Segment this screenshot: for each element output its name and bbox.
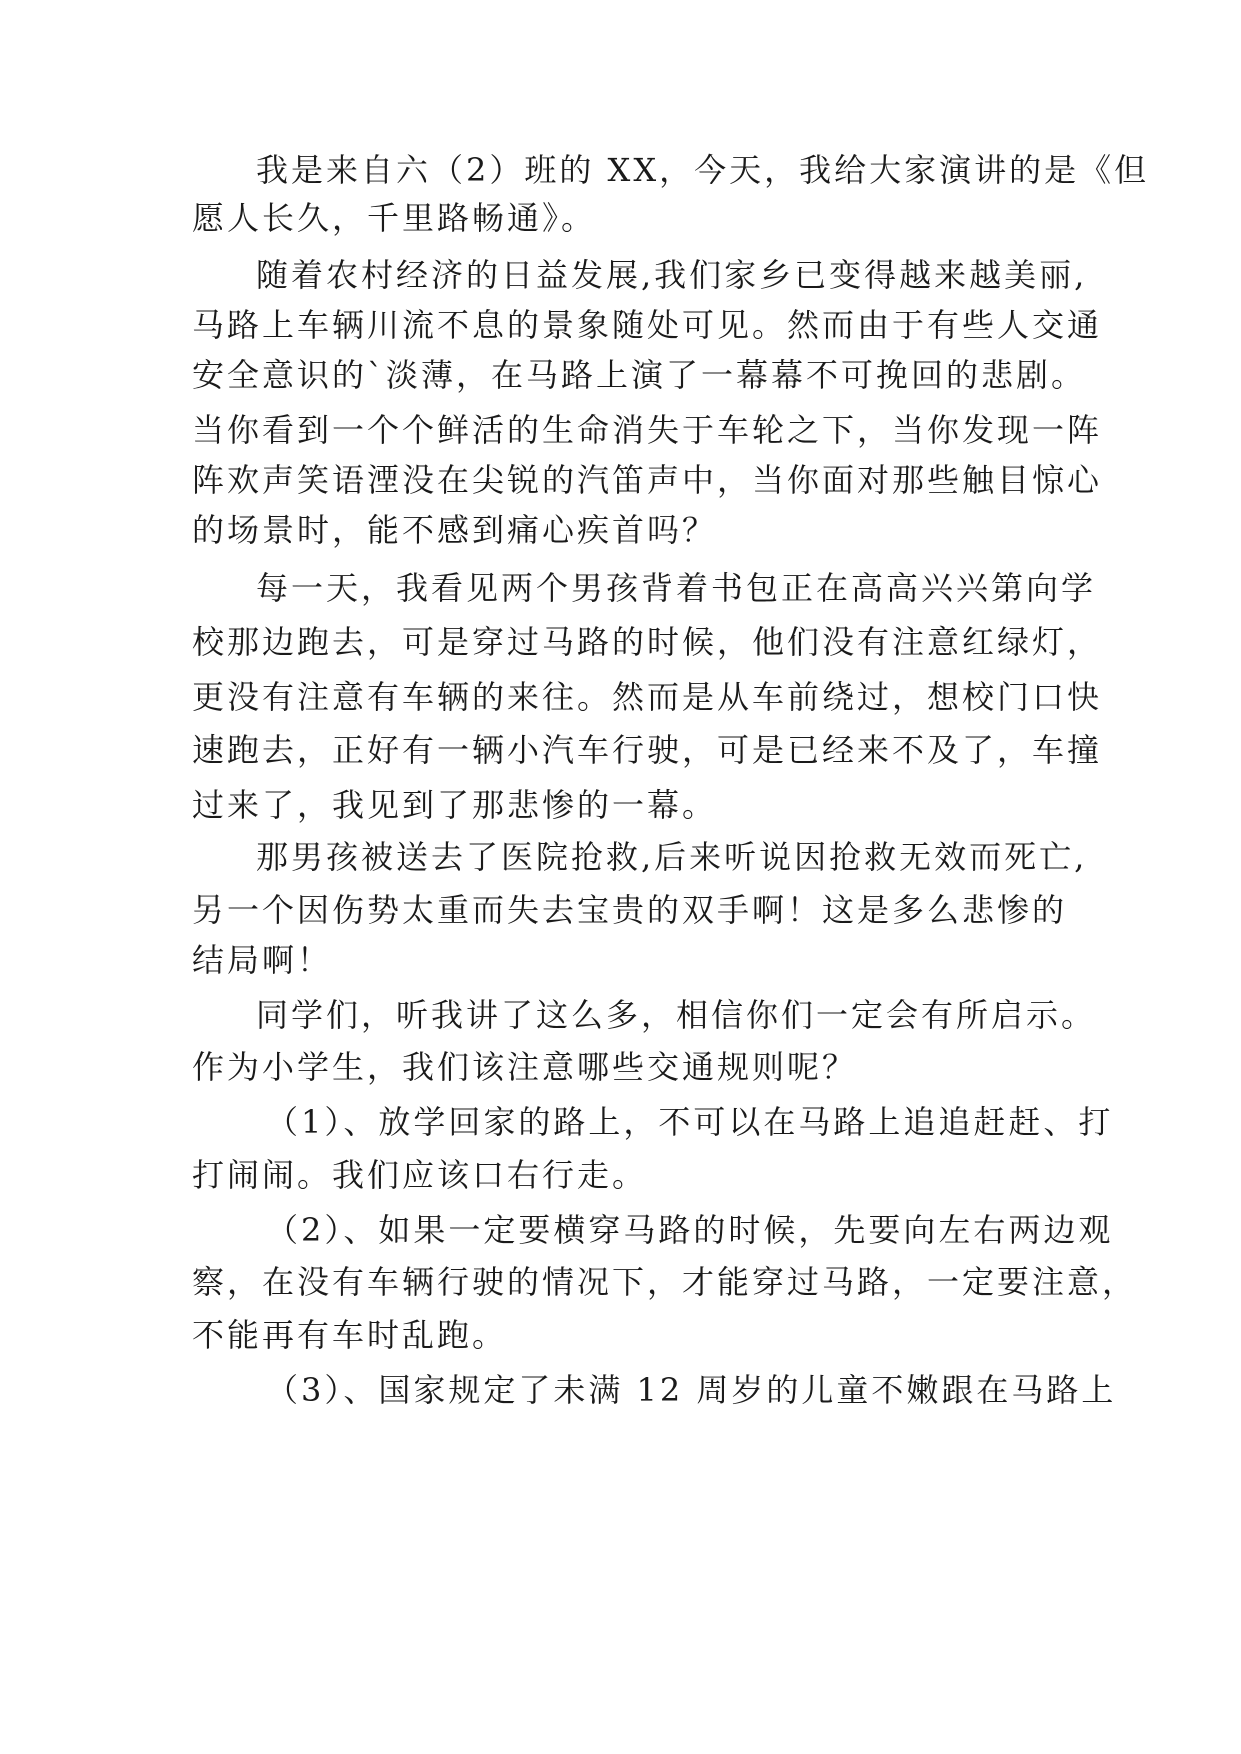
text-line: 安全意识的`淡薄，在马路上演了一幕幕不可挽回的悲剧。 (192, 356, 1087, 394)
text-line: 我是来自六（2）班的 XX，今天，我给大家演讲的是《但 (256, 151, 1150, 189)
text-line: （1）、放学回家的路上，不可以在马路上追追赶赶、打 (266, 1103, 1114, 1141)
text-line: 不能再有车时乱跑。 (192, 1316, 508, 1354)
text-line: 阵欢声笑语湮没在尖锐的汽笛声中，当你面对那些触目惊心 (192, 461, 1103, 499)
text-line: 结局啊！ (192, 941, 333, 979)
text-line: 校那边跑去，可是穿过马路的时候，他们没有注意红绿灯， (192, 623, 1103, 661)
text-line: 马路上车辆川流不息的景象随处可见。然而由于有些人交通 (192, 306, 1103, 344)
text-line: 作为小学生，我们该注意哪些交通规则呢？ (192, 1048, 858, 1086)
text-line: 每一天，我看见两个男孩背着书包正在高高兴兴第向学 (256, 569, 1097, 607)
text-line: 当你看到一个个鲜活的生命消失于车轮之下，当你发现一阵 (192, 411, 1103, 449)
text-line: 那男孩被送去了医院抢救,后来听说因抢救无效而死亡, (256, 838, 1088, 876)
text-line: 另一个因伤势太重而失去宝贵的双手啊！这是多么悲惨的 (192, 891, 1068, 929)
text-line: 打闹闹。我们应该口右行走。 (192, 1156, 648, 1194)
text-line: （3）、国家规定了未满 12 周岁的儿童不嫩跟在马路上 (266, 1371, 1117, 1409)
text-line: （2）、如果一定要横穿马路的时候，先要向左右两边观 (266, 1211, 1114, 1249)
text-line: 速跑去，正好有一辆小汽车行驶，可是已经来不及了，车撞 (192, 731, 1103, 769)
text-line: 愿人长久，千里路畅通》。 (192, 199, 597, 237)
text-line: 同学们，听我讲了这么多，相信你们一定会有所启示。 (256, 996, 1097, 1034)
text-line: 的场景时，能不感到痛心疾首吗？ (192, 511, 718, 549)
text-line: 过来了，我见到了那悲惨的一幕。 (192, 786, 718, 824)
text-line: 随着农村经济的日益发展,我们家乡已变得越来越美丽, (256, 256, 1088, 294)
text-line: 察，在没有车辆行驶的情况下，才能穿过马路，一定要注意， (192, 1263, 1138, 1301)
text-line: 更没有注意有车辆的来往。然而是从车前绕过，想校门口快 (192, 678, 1103, 716)
